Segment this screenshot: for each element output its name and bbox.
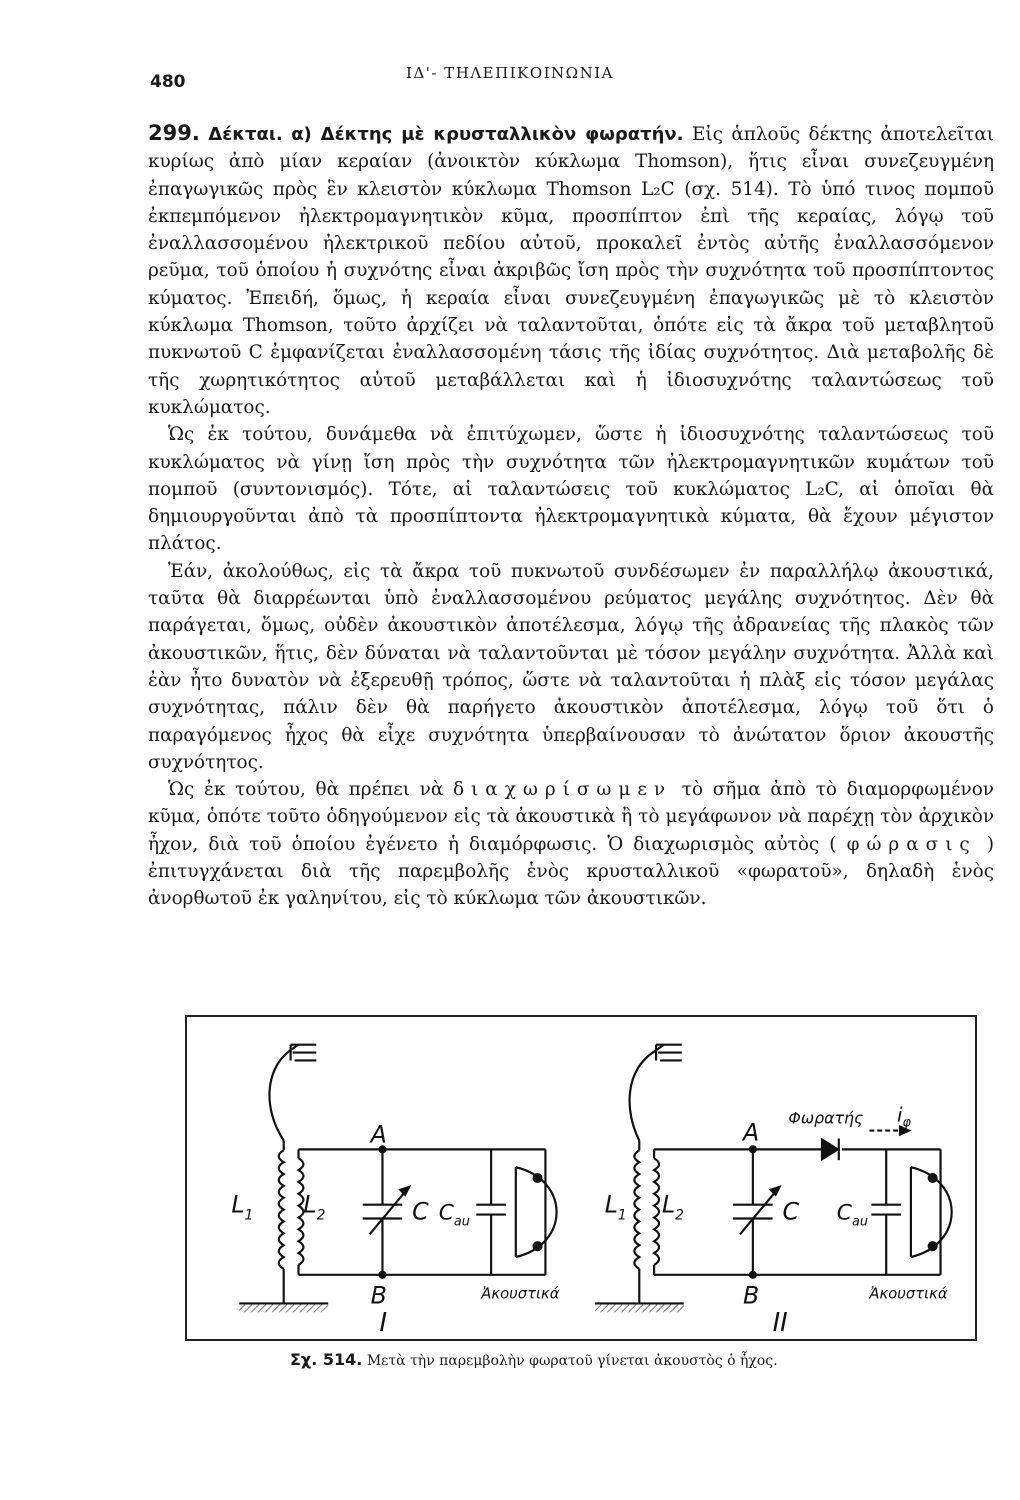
svg-text:iφ: $i_\varphi$ xyxy=(897,1103,912,1131)
p4-spaced-word-2: φώρασις xyxy=(846,833,977,855)
label-L2: L xyxy=(303,1190,317,1219)
caption-text: Μετὰ τὴν παρεμβολὴν φωρατοῦ γίνεται ἀκουστὸς ὁ ἦχος. xyxy=(366,1353,778,1369)
paragraph-2: Ὡς ἐκ τούτου, δυνάμεθα νὰ ἐπιτύχωμεν, ὥστε ἡ ἰδιοσυχνότης ταλαντώσεως τοῦ κυκλώματος νὰ γίνῃ ἴση πρὸς τὴν συχνότητα τῶν ἠλεκτρομαγνητικῶν κυμάτων τοῦ πομποῦ (συντονισμός). Τότε, αἱ ταλαντώσεις τοῦ κυκλώματος L₂C, αἱ ὁποῖαι θὰ δημιουργοῦνται ἀπὸ τὰ προσπίπτοντα ἠλεκτρομαγνητικὰ κύματα, θὰ ἔχουν μέγιστον πλάτος. xyxy=(148,424,994,555)
running-head: ΙΔ'- ΤΗΛΕΠΙΚΟΙΝΩΝΙΑ xyxy=(406,64,614,82)
svg-text:Cau: $C_{au}$ xyxy=(836,1200,868,1230)
caption-label: Σχ. 514. xyxy=(290,1350,363,1369)
p4-middle: τὸ σῆμα ἀπὸ τὸ διαμορφωμένον κῦμα, ὁπότε τοῦτο ὁδηγούμενον εἰς τὰ ἀκουστικὰ ἢ τὸ μεγάφωνον νὰ παρέχῃ τὸν ἀρχικὸν ἦχον, διὰ τοῦ ὁποίου ἐγένετο ἡ διαμόρφωσις. Ὁ διαχωρισμὸς αὐτὸς ( xyxy=(148,779,994,855)
section-subtitle: α) Δέκτης μὲ κρυσταλλικὸν φωρατήν. xyxy=(291,124,684,145)
label-A-2: A xyxy=(742,1118,760,1147)
svg-text:L2: $L_2$ xyxy=(303,1190,326,1224)
circuit-2 xyxy=(595,1045,952,1313)
label-Cau: C xyxy=(438,1200,454,1226)
label-headphones-2: Ἀκουστικά xyxy=(869,1285,948,1303)
paragraph-4 xyxy=(148,776,994,912)
p4-spaced-word: διαχωρίσωμεν xyxy=(453,779,673,801)
paragraph-1-text: Εἰς ἁπλοῦς δέκτης ἀποτελεῖται κυρίως ἀπὸ μίαν κεραίαν (ἀνοικτὸν κύκλωμα Thomson), ἥτις εἶναι συνεζευγμένη ἐπαγωγικῶς πρὸς ἓν κλειστὸν κύκλωμα Thomson L₂C (σχ. 514). Τὸ ὑπό τινος πομποῦ ἐκπεμπόμενον ἠλεκτρομαγνητικὸν κῦμα, προσπίπτον ἐπὶ τῆς κεραίας, λόγῳ τοῦ ἐναλλασσομένου ἠλεκτρικοῦ πεδίου αὐτοῦ, προκαλεῖ ἐντὸς αὐτῆς ἐναλλασσόμενον ρεῦμα, τοῦ ὁποίου ἡ συχνότης εἶναι ἀκριβῶς ἴση πρὸς τὴν συχνότητα τοῦ προσπίπτοντος κύματος. Ἐπειδή, ὅμως, ἡ κεραία εἶναι συνεζευγμένη ἐπαγωγικῶς μὲ τὸ κλειστὸν κύκλωμα Thomson, τοῦτο ἀρχίζει νὰ ταλαντοῦται, ὁπότε εἰς τὰ ἄκρα τοῦ μεταβλητοῦ πυκνωτοῦ C ἐμφανίζεται ἐναλλασσομένη τάσις τῆς ἰδίας συχνότητος. Διὰ μεταβολῆς δὲ τῆς χωρητικότητος αὐτοῦ μεταβάλλεται καὶ ἡ ἰδιοσυχνότης ταλαντώσεως τοῦ κυκλώματος. xyxy=(148,124,994,418)
label-L1-2: L xyxy=(604,1190,618,1219)
figure-caption xyxy=(290,1350,990,1369)
label-detector: Φωρατής xyxy=(788,1108,864,1128)
detector-diode xyxy=(822,1139,838,1159)
label-L1: L xyxy=(231,1190,245,1219)
label-C: C xyxy=(412,1197,429,1226)
circuit-diagram xyxy=(187,1017,975,1339)
label-Cau-2: C xyxy=(836,1200,852,1226)
coil-L1-1 xyxy=(279,1150,284,1269)
body-text xyxy=(148,120,994,913)
svg-text:L1: $L_1$ xyxy=(231,1190,254,1224)
numeral-I: I xyxy=(379,1308,388,1339)
svg-text:Cau: $C_{au}$ xyxy=(438,1200,470,1230)
svg-text:L1: $L_1$ xyxy=(604,1190,627,1224)
paragraph-3: Ἐάν, ἀκολούθως, εἰς τὰ ἄκρα τοῦ πυκνωτοῦ συνδέσωμεν ἐν παραλλήλῳ ἀκουστικά, ταῦτα θὰ διαρρέωνται ὑπὸ ἐναλλασσομένου ρεύματος μεγάλης συχνότητος. Δὲν θὰ παράγεται, ὅμως, οὐδὲν ἀκουστικὸν ἀποτέλεσμα, λόγῳ τῆς ἀδρανείας τῆς πλακὸς τῶν ἀκουστικῶν, ἥτις, δὲν δύναται νὰ ταλαντοῦνται μὲ τόσον μεγάλην συχνότητα. Ἀλλὰ καὶ ἐὰν ἦτο δυνατὸν νὰ ἐξερευθῇ τρόπος, ὥστε νὰ ταλαντοῦται ἡ πλὰξ εἰς τόσον μεγάλας συχνότητας, πάλιν δὲν θὰ παρήγετο ἀκουστικὸν ἀποτέλεσμα, λόγῳ τοῦ ὅτι ὁ παραγόμενος ἦχος θὰ εἶχε συχνότητα ὑπερβαίνουσαν τὸ ἀνώτατον ὅριον ἀκουστῆς συχνότητος. xyxy=(148,560,994,773)
page-number: 480 xyxy=(150,72,186,92)
label-L2-2: L xyxy=(661,1190,676,1219)
label-current: i xyxy=(897,1103,903,1127)
section-title: Δέκται. xyxy=(208,124,283,145)
svg-text:L2: $L_2$ xyxy=(661,1190,684,1224)
circuit-1 xyxy=(239,1045,556,1313)
label-C-2: C xyxy=(782,1197,800,1226)
antenna-1 xyxy=(269,1045,298,1141)
section-number: 299. xyxy=(148,121,200,145)
p4-before: Ὡς ἐκ τούτου, θὰ πρέπει νὰ xyxy=(168,779,453,801)
figure-514 xyxy=(185,1015,977,1341)
p4-after: ) ἐπιτυγχάνεται διὰ τῆς παρεμβολῆς ἑνὸς κρυσταλλικοῦ «φωρατοῦ», δηλαδὴ ἑνὸς ἀνορθωτοῦ ἐκ γαληνίτου, εἰς τὸ κύκλωμα τῶν ἀκουστικῶν. xyxy=(148,833,994,910)
label-B: B xyxy=(370,1281,387,1310)
label-A: A xyxy=(370,1120,387,1149)
label-headphones: Ἀκουστικά xyxy=(481,1285,560,1303)
antenna-2 xyxy=(630,1045,664,1141)
label-B-2: B xyxy=(742,1281,760,1310)
coil-L1-2 xyxy=(634,1150,639,1269)
numeral-II: II xyxy=(772,1308,788,1339)
coil-L2-2 xyxy=(654,1158,659,1265)
paragraph-1 xyxy=(148,120,994,421)
